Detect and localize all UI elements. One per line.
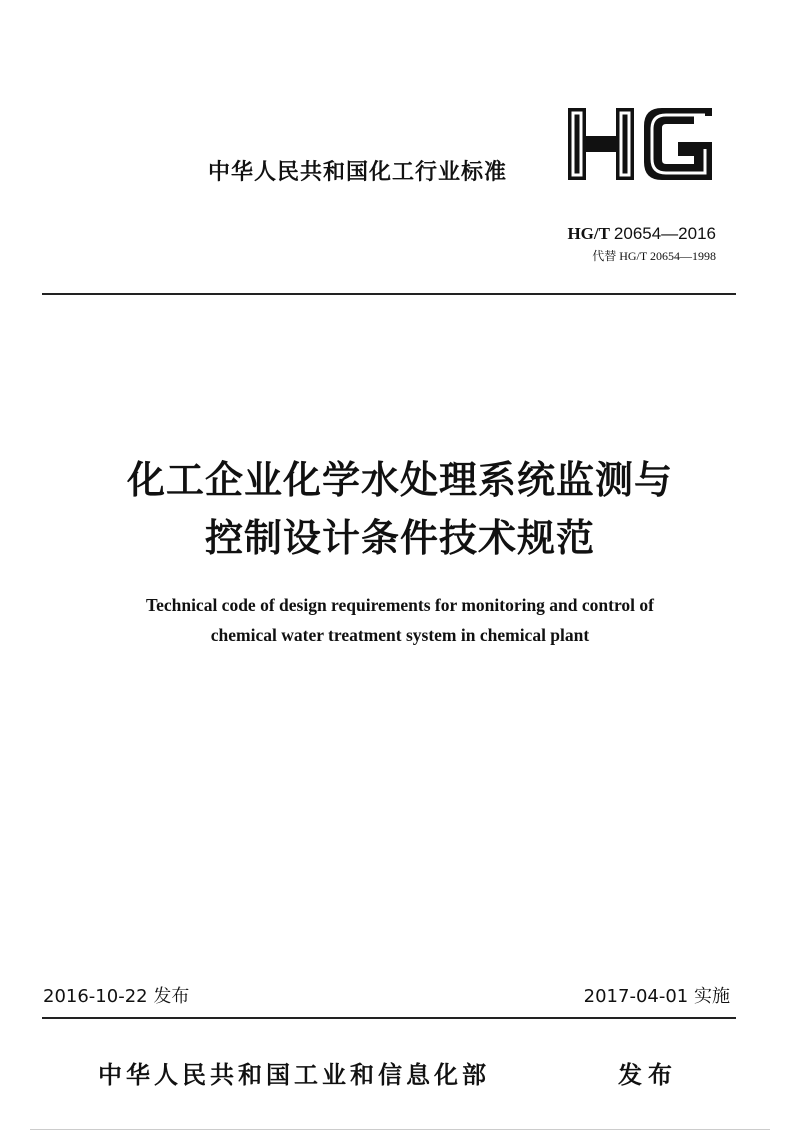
page-edge-line <box>30 1129 770 1130</box>
standard-category: 中华人民共和国化工行业标准 <box>208 160 508 185</box>
code-number: 20654—2016 <box>613 224 716 243</box>
hg-logo <box>566 104 720 184</box>
replaces-standard: 代替 HG/T 20654—1998 <box>592 249 716 263</box>
publisher: 中华人民共和国工业和信息化部 <box>98 1061 490 1089</box>
effective-date: 2017-04-01 实施 <box>583 986 730 1007</box>
publish-action: 发布 <box>618 1061 678 1089</box>
top-divider <box>42 293 736 295</box>
title-en-line1: Technical code of design requirements for monitoring and control of <box>146 595 654 615</box>
code-prefix: HG/T <box>567 224 610 243</box>
title-cn-line2: 控制设计条件技术规范 <box>204 516 595 560</box>
standard-code <box>567 224 716 244</box>
title-cn-line1: 化工企业化学水处理系统监测与 <box>126 458 673 502</box>
issue-date: 2016-10-22 发布 <box>43 986 190 1007</box>
bottom-divider <box>42 1017 736 1019</box>
title-en-line2: chemical water treatment system in chemical plant <box>210 625 590 645</box>
